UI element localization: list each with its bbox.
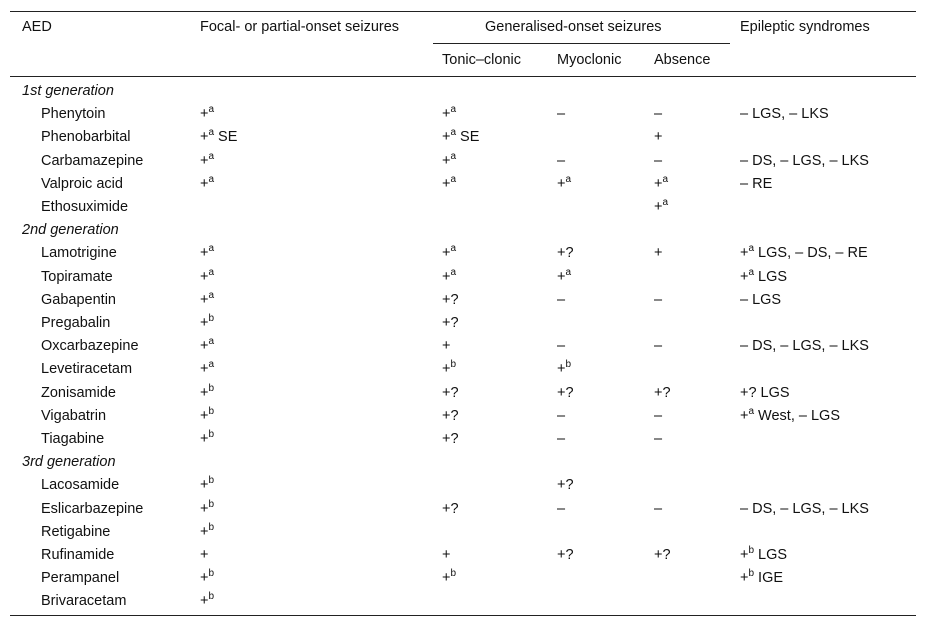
drug-name: Pregabalin <box>41 315 111 331</box>
footnote-marker: a <box>208 173 215 185</box>
cell-value: + <box>654 245 663 262</box>
cell-value: + <box>200 407 209 424</box>
cell-focal <box>200 290 214 310</box>
cell-value: + <box>442 338 451 355</box>
drug-name: Brivaracetam <box>41 593 127 610</box>
cell-myoclonic <box>557 174 571 194</box>
cell-tonic-clonic <box>442 104 456 124</box>
cell-value: + <box>200 268 209 285</box>
generation-heading-row <box>10 220 916 243</box>
cell-suffix: IGE <box>754 570 784 587</box>
footnote-marker: b <box>450 568 457 580</box>
table-row <box>10 127 916 150</box>
cell-absence <box>654 243 662 263</box>
table-row <box>10 151 916 174</box>
cell-value: + <box>654 129 663 146</box>
cell-value: + <box>740 547 749 563</box>
cell-focal <box>200 406 214 426</box>
footnote-marker: a <box>662 197 669 208</box>
footnote-marker: a <box>208 150 215 162</box>
drug-name: Carbamazepine <box>41 152 144 169</box>
cell-syndromes <box>740 568 783 588</box>
cell-tonic-clonic <box>442 336 450 356</box>
cell-value: +? <box>557 477 574 494</box>
cell-myoclonic <box>557 545 574 565</box>
cell-tonic-clonic <box>442 499 459 519</box>
cell-value: + <box>442 547 451 563</box>
cell-value: + <box>200 361 209 378</box>
cell-absence <box>654 406 662 426</box>
cell-absence <box>654 290 662 310</box>
footnote-marker: b <box>208 405 215 417</box>
header-myoclonic: Myoclonic <box>557 52 622 68</box>
footnote-marker: b <box>450 359 457 371</box>
footnote-marker: a <box>450 104 457 116</box>
cell-value: + <box>200 106 209 123</box>
drug-name: Lamotrigine <box>41 245 117 262</box>
header-syndromes: Epileptic syndromes <box>740 19 870 35</box>
cell-value: + <box>557 361 566 378</box>
cell-focal <box>200 545 208 565</box>
cell-value: – <box>557 291 566 308</box>
generation-heading: 1st generation <box>22 83 114 99</box>
table-row <box>10 359 916 382</box>
cell-syndromes <box>740 267 787 287</box>
footnote-marker: a <box>565 266 572 278</box>
footnote-marker: b <box>208 429 215 440</box>
cell-focal <box>200 522 214 542</box>
footnote-marker: b <box>208 475 215 487</box>
cell-myoclonic <box>557 383 574 403</box>
header-aed: AED <box>22 19 52 35</box>
cell-value: +? <box>442 315 459 331</box>
table-row <box>10 568 916 591</box>
cell-tonic-clonic <box>442 290 459 310</box>
footnote-marker: a <box>208 359 215 371</box>
footnote-marker: b <box>748 545 755 556</box>
footnote-marker: a <box>662 173 669 185</box>
cell-focal <box>200 336 214 356</box>
cell-focal <box>200 568 214 588</box>
cell-value: – <box>654 431 663 447</box>
cell-value: – DS, – LGS, – LKS <box>740 500 869 517</box>
cell-value: +? <box>654 384 671 401</box>
cell-tonic-clonic <box>442 267 456 287</box>
cell-value: + <box>442 245 451 262</box>
header-focal: Focal- or partial-onset seizures <box>200 19 400 35</box>
cell-value: + <box>200 570 209 587</box>
footnote-marker: a <box>748 243 755 255</box>
footnote-marker: a <box>565 173 572 185</box>
cell-value: – RE <box>740 175 773 192</box>
cell-value: + <box>442 175 451 192</box>
footnote-marker: a <box>208 289 215 301</box>
cell-value: + <box>200 129 209 146</box>
cell-absence <box>654 429 662 449</box>
cell-suffix: West, – LGS <box>754 407 840 424</box>
cell-absence <box>654 104 662 124</box>
cell-syndromes <box>740 243 868 263</box>
cell-myoclonic <box>557 359 571 379</box>
cell-value: + <box>200 338 209 355</box>
cell-value: +? <box>442 407 459 424</box>
table-row <box>10 243 916 266</box>
cell-value: – LGS <box>740 291 782 308</box>
cell-focal <box>200 475 214 495</box>
cell-value: – <box>654 500 663 517</box>
cell-syndromes <box>740 545 787 565</box>
cell-focal <box>200 243 214 263</box>
cell-value: – DS, – LGS, – LKS <box>740 152 869 169</box>
cell-focal <box>200 104 214 124</box>
cell-value: – <box>557 152 566 169</box>
cell-value: +? <box>442 431 459 447</box>
cell-value: – <box>557 338 566 355</box>
footnote-marker: a <box>450 243 457 255</box>
drug-name: Topiramate <box>41 268 113 285</box>
cell-focal <box>200 313 214 333</box>
cell-value: + <box>200 315 209 331</box>
drug-name: Eslicarbazepine <box>41 500 144 517</box>
drug-name: Rufinamide <box>41 547 115 563</box>
drug-name: Levetiracetam <box>41 361 133 378</box>
table-row <box>10 545 916 568</box>
cell-value: – <box>557 106 566 123</box>
drug-name: Phenytoin <box>41 106 106 123</box>
cell-value: + <box>200 152 209 169</box>
cell-value: +? <box>557 245 574 262</box>
cell-value: + <box>200 547 209 563</box>
cell-value: + <box>200 477 209 494</box>
cell-myoclonic <box>557 429 565 449</box>
cell-tonic-clonic <box>442 568 456 588</box>
cell-value: + <box>200 384 209 401</box>
drug-name: Ethosuximide <box>41 199 129 215</box>
cell-syndromes <box>740 336 869 356</box>
footnote-marker: a <box>450 127 457 139</box>
cell-tonic-clonic <box>442 313 459 333</box>
cell-absence <box>654 545 671 565</box>
cell-value: + <box>654 175 663 192</box>
table-row <box>10 313 916 336</box>
table-row <box>10 383 916 406</box>
cell-syndromes <box>740 406 840 426</box>
cell-value: + <box>654 199 663 215</box>
footnote-marker: a <box>208 104 215 116</box>
cell-value: +? <box>654 547 671 563</box>
drug-name: Vigabatrin <box>41 407 107 424</box>
drug-name: Perampanel <box>41 570 120 587</box>
cell-focal <box>200 127 237 147</box>
cell-value: + <box>200 431 209 447</box>
cell-value: + <box>442 268 451 285</box>
footnote-marker: a <box>450 173 457 185</box>
cell-value: +? <box>557 384 574 401</box>
footnote-marker: a <box>450 266 457 278</box>
header-absence: Absence <box>654 52 711 68</box>
cell-value: + <box>200 500 209 517</box>
footnote-marker: a <box>208 127 215 139</box>
cell-value: – <box>654 106 663 123</box>
cell-value: – <box>557 407 566 424</box>
cell-syndromes <box>740 290 781 310</box>
table-row <box>10 104 916 127</box>
cell-absence <box>654 127 662 147</box>
cell-absence <box>654 383 671 403</box>
cell-value: – <box>557 431 566 447</box>
drug-name: Retigabine <box>41 523 111 540</box>
table-row <box>10 406 916 429</box>
drug-name: Gabapentin <box>41 291 116 308</box>
footnote-marker: a <box>748 266 755 278</box>
cell-value: – <box>654 152 663 169</box>
cell-focal <box>200 267 214 287</box>
cell-value: + <box>442 570 451 587</box>
cell-value: +? <box>442 291 459 308</box>
cell-tonic-clonic <box>442 174 456 194</box>
cell-myoclonic <box>557 151 565 171</box>
cell-tonic-clonic <box>442 429 459 449</box>
cell-value: – <box>654 338 663 355</box>
cell-value: + <box>200 291 209 308</box>
cell-tonic-clonic <box>442 151 456 171</box>
cell-value: + <box>557 268 566 285</box>
cell-tonic-clonic <box>442 127 479 147</box>
cell-absence <box>654 336 662 356</box>
cell-value: +? <box>557 547 574 563</box>
header-generalised: Generalised-onset seizures <box>485 19 662 35</box>
table-row <box>10 290 916 313</box>
table-row <box>10 522 916 545</box>
cell-focal <box>200 359 214 379</box>
cell-value: + <box>442 361 451 378</box>
footnote-marker: b <box>208 521 215 533</box>
cell-myoclonic <box>557 475 574 495</box>
cell-value: + <box>740 570 749 587</box>
drug-name: Lacosamide <box>41 477 120 494</box>
cell-value: + <box>442 129 451 146</box>
cell-syndromes <box>740 383 790 403</box>
drug-name: Oxcarbazepine <box>41 338 139 355</box>
cell-value: + <box>200 523 209 540</box>
footnote-marker: b <box>208 591 215 603</box>
cell-syndromes <box>740 104 829 124</box>
cell-myoclonic <box>557 104 565 124</box>
cell-syndromes <box>740 151 869 171</box>
table-row <box>10 591 916 614</box>
cell-value: +? <box>442 500 459 517</box>
cell-value: – DS, – LGS, – LKS <box>740 338 869 355</box>
drug-name: Phenobarbital <box>41 129 131 146</box>
cell-value: + <box>740 245 749 262</box>
cell-tonic-clonic <box>442 243 456 263</box>
footnote-marker: a <box>748 405 755 417</box>
cell-absence <box>654 151 662 171</box>
cell-value: + <box>557 175 566 192</box>
cell-tonic-clonic <box>442 383 459 403</box>
generation-heading-row <box>10 452 916 475</box>
footnote-marker: b <box>208 568 215 580</box>
table-row <box>10 267 916 290</box>
table-row <box>10 174 916 197</box>
table-row <box>10 429 916 452</box>
table-bottom-rule <box>10 615 916 616</box>
cell-value: + <box>442 152 451 169</box>
header-tonic-clonic: Tonic–clonic <box>442 52 521 68</box>
table-row <box>10 499 916 522</box>
footnote-marker: b <box>208 313 215 324</box>
cell-value: – <box>654 407 663 424</box>
cell-value: +? LGS <box>740 384 790 401</box>
generalised-subheader-rule <box>433 43 730 44</box>
header-bottom-rule <box>10 76 916 77</box>
table-row <box>10 336 916 359</box>
cell-tonic-clonic <box>442 359 456 379</box>
cell-focal <box>200 591 214 611</box>
table-row <box>10 475 916 498</box>
cell-myoclonic <box>557 336 565 356</box>
cell-absence <box>654 174 668 194</box>
table-row <box>10 197 916 220</box>
cell-value: + <box>740 268 749 285</box>
cell-tonic-clonic <box>442 406 459 426</box>
cell-absence <box>654 499 662 519</box>
footnote-marker: a <box>208 266 215 278</box>
cell-value: + <box>442 106 451 123</box>
drug-name: Tiagabine <box>41 431 105 447</box>
cell-suffix: LGS, – DS, – RE <box>754 245 868 262</box>
cell-value: + <box>200 175 209 192</box>
cell-value: + <box>740 407 749 424</box>
cell-focal <box>200 151 214 171</box>
footnote-marker: b <box>208 498 215 510</box>
cell-myoclonic <box>557 406 565 426</box>
cell-absence <box>654 197 668 217</box>
cell-value: + <box>200 593 209 610</box>
cell-value: – <box>557 500 566 517</box>
cell-focal <box>200 429 214 449</box>
generation-heading-row <box>10 81 916 104</box>
cell-suffix: LGS <box>754 547 788 563</box>
cell-suffix: SE <box>456 129 480 146</box>
footnote-marker: b <box>565 359 572 371</box>
footnote-marker: a <box>208 243 215 255</box>
cell-suffix: LGS <box>754 268 788 285</box>
cell-suffix: SE <box>214 129 238 146</box>
footnote-marker: b <box>748 568 755 580</box>
table-top-rule <box>10 11 916 12</box>
cell-myoclonic <box>557 499 565 519</box>
cell-syndromes <box>740 174 772 194</box>
cell-focal <box>200 499 214 519</box>
cell-focal <box>200 383 214 403</box>
cell-value: – LGS, – LKS <box>740 106 829 123</box>
cell-tonic-clonic <box>442 545 450 565</box>
cell-myoclonic <box>557 267 571 287</box>
drug-name: Valproic acid <box>41 175 123 192</box>
cell-myoclonic <box>557 290 565 310</box>
cell-value: – <box>654 291 663 308</box>
cell-myoclonic <box>557 243 574 263</box>
drug-name: Zonisamide <box>41 384 116 401</box>
cell-focal <box>200 174 214 194</box>
generation-heading: 3rd generation <box>22 454 116 471</box>
cell-value: + <box>200 245 209 262</box>
cell-syndromes <box>740 499 869 519</box>
cell-value: +? <box>442 384 459 401</box>
footnote-marker: a <box>208 336 215 348</box>
generation-heading: 2nd generation <box>22 222 119 239</box>
footnote-marker: a <box>450 150 457 162</box>
footnote-marker: b <box>208 382 215 394</box>
